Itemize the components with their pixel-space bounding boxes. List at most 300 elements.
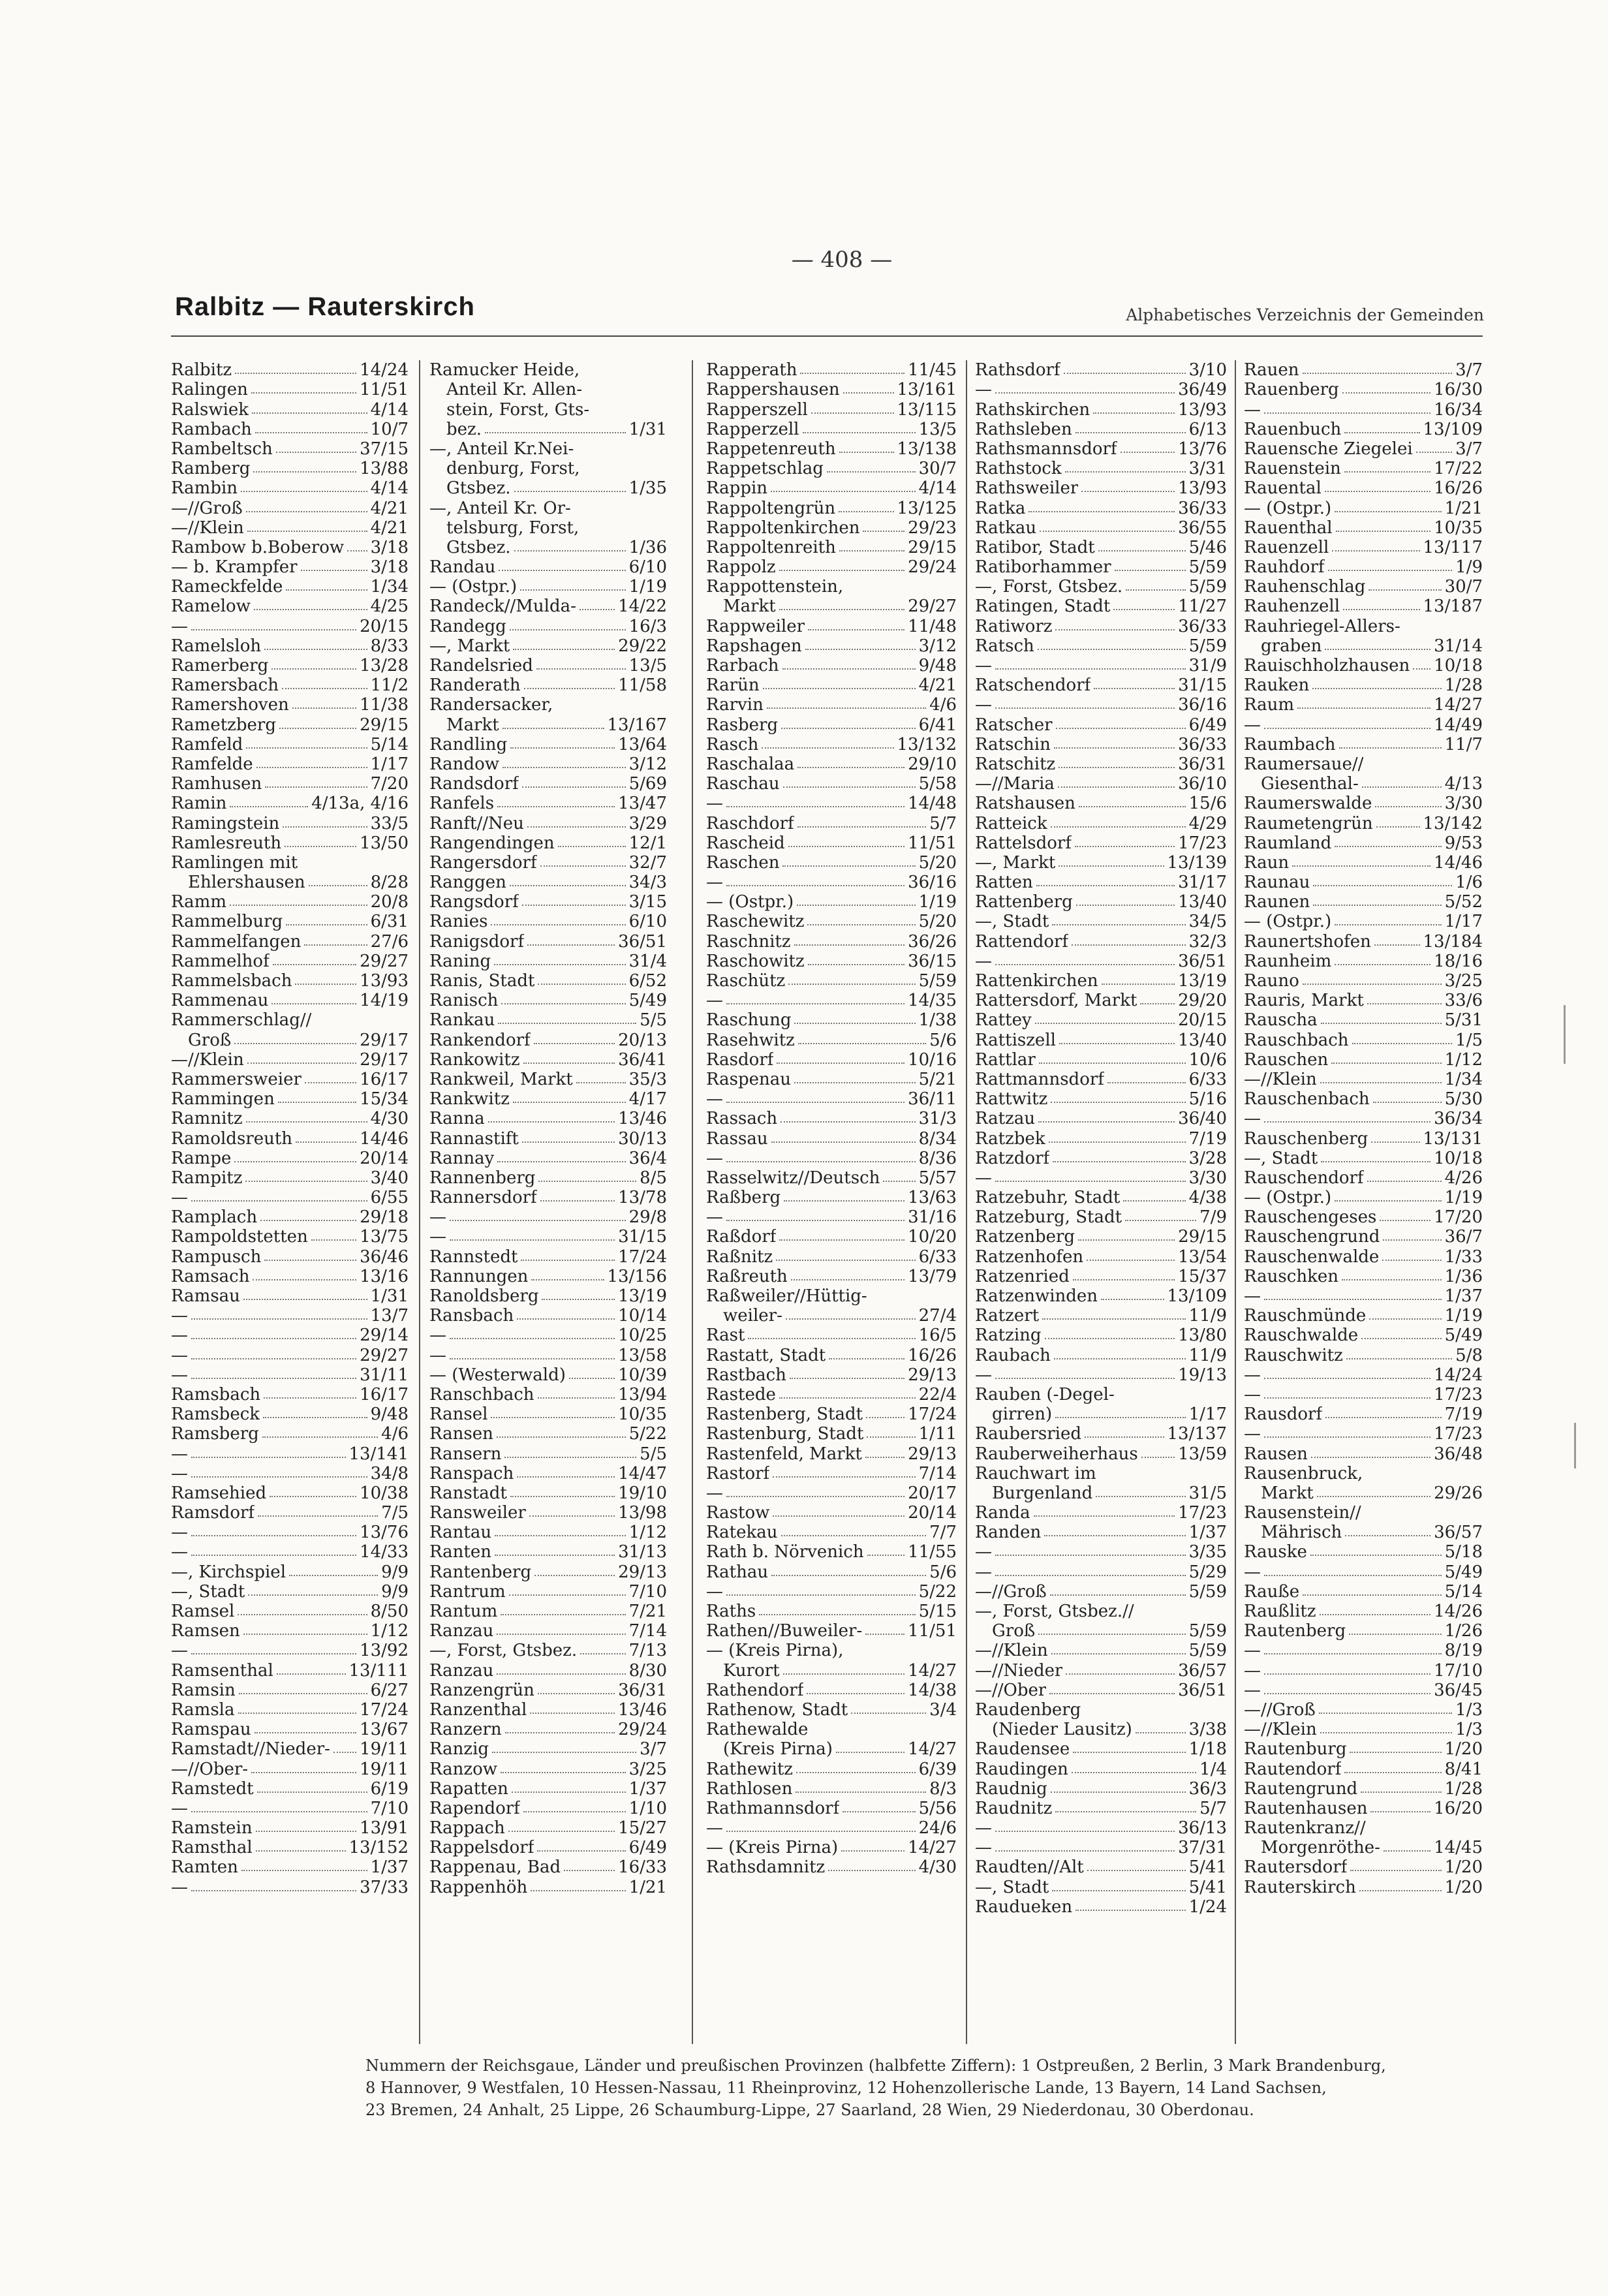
dot-leader [726,1496,904,1497]
entry-name: Rappoltengrün [706,498,836,518]
entry-reference: 13/16 [360,1266,409,1286]
dot-leader [523,1063,615,1064]
entry-reference: 11/51 [360,380,409,400]
scan-edge-mark [1564,1005,1566,1064]
entry-reference: 1/20 [1444,1877,1483,1897]
index-entry [171,1660,409,1680]
entry-reference: 14/27 [908,1838,957,1858]
dot-leader [1055,1417,1186,1418]
index-entry [171,1857,409,1877]
index-entry [706,1542,957,1562]
index-entry [706,420,957,439]
entry-reference: 3/25 [628,1759,667,1779]
entry-name: Ratiborhammer [975,557,1111,578]
entry-reference: 5/14 [370,734,409,754]
entry-name: Rantum [429,1602,498,1621]
entry-reference: 14/27 [908,1739,957,1760]
entry-reference: 13/152 [348,1838,409,1858]
entry-name: Rauchwart im [975,1463,1096,1483]
dot-leader [234,1161,356,1162]
entry-reference: 36/57 [1178,1660,1227,1681]
dot-leader [771,1141,916,1143]
index-entry [975,1720,1227,1739]
entry-reference: 10/35 [618,1404,667,1425]
index-entry [1244,1345,1483,1365]
index-entry [429,478,667,498]
entry-name: Rasselwitz//Deutsch [706,1168,880,1188]
entry-reference: 16/5 [918,1326,957,1346]
index-entry [706,616,957,636]
entry-name: Rauhriegel-Allers- [1244,616,1400,636]
dot-leader [230,905,367,906]
entry-name: —//Klein [1244,1720,1317,1740]
dot-leader [1054,747,1175,749]
dot-leader [491,1417,615,1418]
index-entry [975,1779,1227,1799]
entry-reference: 10/18 [1434,656,1483,675]
index-entry [429,380,667,399]
dot-leader [1072,1772,1196,1773]
index-entry [706,1227,957,1247]
dot-leader [285,846,356,847]
dot-leader [538,1693,615,1694]
dot-leader [797,905,915,906]
index-entry [706,1050,957,1070]
index-entry [429,1365,667,1385]
entry-reference: 3/7 [1455,439,1483,459]
dot-leader [1136,1732,1186,1733]
dot-leader [1052,1890,1185,1891]
dot-leader [514,491,626,492]
entry-reference: 13/5 [628,656,667,675]
index-entry [706,478,957,498]
entry-name: —//Groß [171,498,243,518]
dot-leader [762,747,893,749]
entry-name: Rathmannsdorf [706,1798,840,1818]
entry-name: Rantau [429,1523,492,1543]
dot-leader [347,550,367,551]
entry-reference: 5/59 [1188,1641,1227,1661]
entry-reference: 36/33 [1178,616,1227,636]
entry-name: Rappin [706,478,768,499]
entry-reference: 1/5 [1455,1030,1483,1050]
entry-name: — [1244,715,1261,735]
entry-name: —//Klein [171,1049,244,1070]
entry-name: Randegg [429,616,506,636]
dot-leader [995,1555,1186,1556]
dot-leader [531,1279,604,1280]
entry-name: Rauken [1244,675,1310,696]
dot-leader [790,1378,904,1379]
entry-reference: 35/3 [628,1069,667,1089]
index-entry [429,971,667,991]
entry-name: Ramershoven [171,695,289,715]
index-entry [429,1070,667,1089]
index-entry [706,597,957,616]
entry-reference: 5/52 [1444,892,1483,912]
index-entry [1244,1247,1483,1266]
index-entry [706,1168,957,1188]
index-entry [429,735,667,754]
entry-reference: 29/15 [1178,1227,1227,1247]
index-entry [429,1779,667,1799]
dot-leader [1361,1338,1441,1339]
entry-name: Rammelburg [171,912,283,932]
dot-leader [786,1318,916,1320]
entry-name: Rauschwitz [1244,1345,1343,1365]
entry-reference: 1/4 [1199,1759,1227,1779]
index-entry [171,1464,409,1483]
dot-leader [1339,747,1442,749]
entry-reference: 34/5 [1188,912,1227,932]
entry-name: — [1244,1680,1261,1700]
entry-name: — (Ostpr.) [1244,1188,1332,1208]
dot-leader [1264,1397,1430,1399]
dot-leader [497,1436,626,1438]
entry-name: Ralbitz [171,360,232,380]
entry-name: Rathen//Buweiler- [706,1621,863,1641]
entry-reference: 1/33 [1444,1247,1483,1267]
entry-reference: 13/93 [360,971,409,991]
dot-leader [827,471,916,473]
index-entry [706,912,957,931]
index-entry [975,538,1227,557]
dot-leader [1320,1614,1430,1615]
entry-reference: 1/11 [918,1424,957,1444]
entry-name: — [171,1542,188,1562]
entry-reference: 14/45 [1434,1838,1483,1858]
dot-leader [1264,1378,1430,1379]
dot-leader [1051,1792,1186,1793]
index-entry [1244,715,1483,734]
entry-name: Ratzeburg, Stadt [975,1207,1122,1228]
index-entry [1244,675,1483,695]
index-entry [429,1483,667,1503]
index-entry [429,1641,667,1660]
index-entry [429,439,667,459]
dot-leader [1028,511,1175,512]
entry-reference: 3/28 [1188,1148,1227,1168]
entry-name: Ramstein [171,1818,253,1838]
dot-leader [1342,1279,1442,1280]
entry-name: Randling [429,734,508,754]
dot-leader [1264,728,1430,729]
index-entry [706,1681,957,1700]
entry-name: —, Anteil Kr.Nei- [429,439,574,459]
entry-name: Rappelsdorf [429,1838,534,1858]
entry-reference: 31/11 [360,1365,409,1385]
entry-reference: 36/33 [1178,734,1227,754]
entry-reference: 3/18 [370,557,409,578]
entry-reference: 4/21 [370,498,409,518]
index-entry [429,1582,667,1602]
index-entry [706,1070,957,1089]
entry-reference: 9/9 [381,1581,409,1602]
dot-leader [258,1515,378,1517]
entry-reference: 14/48 [908,794,957,814]
entry-reference: 6/27 [370,1680,409,1700]
index-entry [706,1779,957,1799]
entry-name: — [706,794,723,814]
index-entry [706,873,957,892]
entry-name: — [975,1365,992,1385]
index-entry [171,498,409,518]
entry-name: Rampe [171,1148,232,1168]
index-entry [429,1818,667,1838]
index-entry [171,1286,409,1306]
entry-reference: 17/24 [360,1699,409,1720]
index-entry [1244,971,1483,991]
entry-reference: 1/9 [1455,557,1483,578]
entry-reference: 1/28 [1444,675,1483,696]
entry-name: — [1244,399,1261,420]
entry-reference: 17/23 [1434,1384,1483,1404]
dot-leader [1065,471,1186,473]
entry-reference: 29/17 [360,1049,409,1070]
entry-name: Rauischholzhausen [1244,656,1410,675]
dot-leader [1332,550,1419,551]
entry-reference: 17/23 [1178,833,1227,853]
index-entry [429,1227,667,1247]
index-entry [975,399,1227,419]
entry-name: Rantrum [429,1581,506,1602]
entry-reference: 34/3 [628,873,667,893]
entry-reference: 31/13 [618,1542,667,1562]
dot-leader [191,629,356,630]
index-entry [706,1562,957,1581]
entry-name: Rappach [429,1818,505,1838]
entry-reference: 8/5 [640,1168,667,1188]
entry-name: —, Forst, Gtsbez. [975,577,1123,597]
entry-name: Rausdorf [1244,1404,1323,1425]
dot-leader [191,1653,356,1654]
entry-reference: 36/16 [908,873,957,893]
entry-reference: 20/14 [360,1148,409,1168]
dot-leader [309,885,367,886]
entry-reference: 32/3 [1188,931,1227,952]
dot-leader [523,1811,626,1812]
index-entry [171,833,409,853]
dot-leader [1072,944,1186,946]
entry-reference: 27/4 [918,1306,957,1326]
dot-leader [1050,1594,1186,1596]
dot-leader [304,944,367,946]
entry-name: Ramoldsreuth [171,1128,293,1149]
entry-reference: 36/51 [1178,951,1227,971]
dot-leader [1264,1121,1430,1123]
index-entry [975,1799,1227,1818]
entry-reference: 13/76 [360,1523,409,1543]
entry-name: Rankendorf [429,1030,531,1050]
index-entry [1244,991,1483,1010]
dot-leader [243,1299,367,1300]
entry-name: — [171,616,188,636]
dot-leader [1123,1200,1185,1202]
dot-leader [1413,668,1430,670]
entry-reference: 11/51 [908,833,957,853]
index-entry [975,892,1227,912]
entry-name: Rastenfeld, Markt [706,1444,862,1464]
entry-name: — [1244,1384,1261,1404]
index-entry [1244,1621,1483,1641]
index-entry [975,1464,1227,1483]
entry-reference: 4/13 [1444,774,1483,794]
index-entry [429,420,667,439]
index-entry [429,1660,667,1680]
dot-leader [264,649,367,650]
entry-reference: 5/21 [918,1069,957,1089]
dot-leader [191,1378,356,1379]
entry-name: Rarün [706,675,760,696]
dot-leader [254,609,367,610]
entry-reference: 7/5 [381,1503,409,1523]
entry-reference: 34/8 [370,1463,409,1483]
entry-name: Ramsbach [171,1384,261,1404]
index-entry [1244,577,1483,597]
index-entry [706,1739,957,1759]
index-entry [171,873,409,892]
entry-name: Rauenbuch [1244,419,1342,439]
dot-leader [779,609,904,610]
entry-name: Ramin [171,794,227,814]
entry-reference: 31/3 [918,1109,957,1129]
entry-name: Rannersdorf [429,1188,537,1208]
entry-reference: 33/5 [370,813,409,833]
entry-reference: 17/20 [1434,1207,1483,1228]
index-entry [975,1523,1227,1542]
dot-leader [1121,452,1175,453]
index-entry [975,459,1227,478]
index-entry [171,1720,409,1739]
entry-name: — (Ostpr.) [1244,912,1332,932]
entry-reference: 1/34 [370,577,409,597]
entry-name: Rathskirchen [975,399,1090,420]
index-entry [171,1385,409,1404]
dot-leader [1264,1575,1442,1576]
index-entry [1244,1010,1483,1030]
entry-reference: 14/35 [908,991,957,1011]
index-entry [429,1207,667,1227]
dot-leader [1362,786,1442,788]
entry-name: Ramucker Heide, [429,360,580,380]
entry-reference: 8/28 [370,873,409,893]
entry-reference: 13/19 [1178,971,1227,991]
entry-name: — (Westerwald) [429,1365,566,1385]
dot-leader [1335,1200,1441,1202]
index-entry [171,538,409,557]
entry-name: — (Ostpr.) [706,892,794,912]
dot-leader [1036,885,1175,886]
entry-name: Raschalaa [706,754,795,774]
entry-name: Rathewitz [706,1759,793,1779]
dot-leader [241,1870,367,1871]
entry-reference: 13/132 [897,734,957,754]
entry-name: Ransbach [429,1306,514,1326]
index-entry [429,518,667,538]
index-entry [171,1582,409,1602]
index-entry [429,1050,667,1070]
index-entry [429,1799,667,1818]
entry-name: —//Ober [975,1680,1047,1700]
entry-name: — [975,695,992,715]
entry-reference: 5/7 [929,813,957,833]
dot-leader [805,649,916,650]
dot-leader [995,1831,1175,1832]
entry-name: Ramlesreuth [171,833,282,853]
entry-reference: 29/15 [908,537,957,557]
index-entry [429,538,667,557]
entry-reference: 1/26 [1444,1621,1483,1641]
entry-name: — [706,1089,723,1109]
entry-reference: 5/69 [628,774,667,794]
dot-leader [520,589,625,591]
dot-leader [1352,1043,1453,1044]
index-entry [171,1365,409,1385]
index-entry [706,1030,957,1049]
index-entry [975,1660,1227,1680]
dot-leader [797,826,926,828]
index-entry [171,1070,409,1089]
index-title: Alphabetisches Verzeichnis der Gemeinden [1126,305,1484,324]
dot-leader [1079,806,1186,807]
dot-leader [333,1752,356,1753]
entry-reference: 4/14 [370,399,409,420]
index-entry [975,1267,1227,1286]
dot-leader [726,806,904,807]
index-entry [429,1739,667,1759]
index-entry [1244,1779,1483,1799]
entry-name: Rautenhausen [1244,1798,1368,1818]
index-entry [1244,1660,1483,1680]
dot-leader [1325,1417,1441,1418]
dot-leader [542,1299,615,1300]
dot-leader [1380,1220,1430,1221]
dot-leader [1075,432,1186,433]
entry-name: Rauensche Ziegelei [1244,439,1413,459]
entry-reference: 36/45 [1434,1680,1483,1700]
index-entry [975,1365,1227,1385]
entry-reference: 3/4 [929,1699,957,1720]
index-entry [429,1385,667,1404]
entry-reference: 13/54 [1178,1247,1227,1267]
entry-reference: 3/38 [1188,1720,1227,1740]
dot-leader [524,688,615,689]
entry-name: Rauschenbach [1244,1089,1370,1109]
entry-name: Rauris, Markt [1244,991,1364,1011]
index-entry [429,952,667,971]
index-entry [975,1681,1227,1700]
index-entry [975,1641,1227,1660]
entry-reference: 11/9 [1188,1306,1227,1326]
entry-reference: 1/20 [1444,1739,1483,1760]
entry-name: Ramlingen mit [171,852,298,873]
index-entry [1244,735,1483,754]
dot-leader [1342,392,1430,394]
index-entry [1244,616,1483,636]
dot-leader [502,767,626,768]
dot-leader [995,1181,1186,1182]
dot-leader [191,1555,356,1556]
entry-reference: 1/17 [370,754,409,774]
index-entry [975,1838,1227,1857]
entry-reference: 13/111 [348,1660,409,1681]
dot-leader [726,1831,916,1832]
entry-reference: 13/67 [360,1720,409,1740]
entry-reference: 1/21 [628,1877,667,1897]
index-entry [975,420,1227,439]
dot-leader [788,984,915,985]
entry-reference: 16/30 [1434,380,1483,400]
